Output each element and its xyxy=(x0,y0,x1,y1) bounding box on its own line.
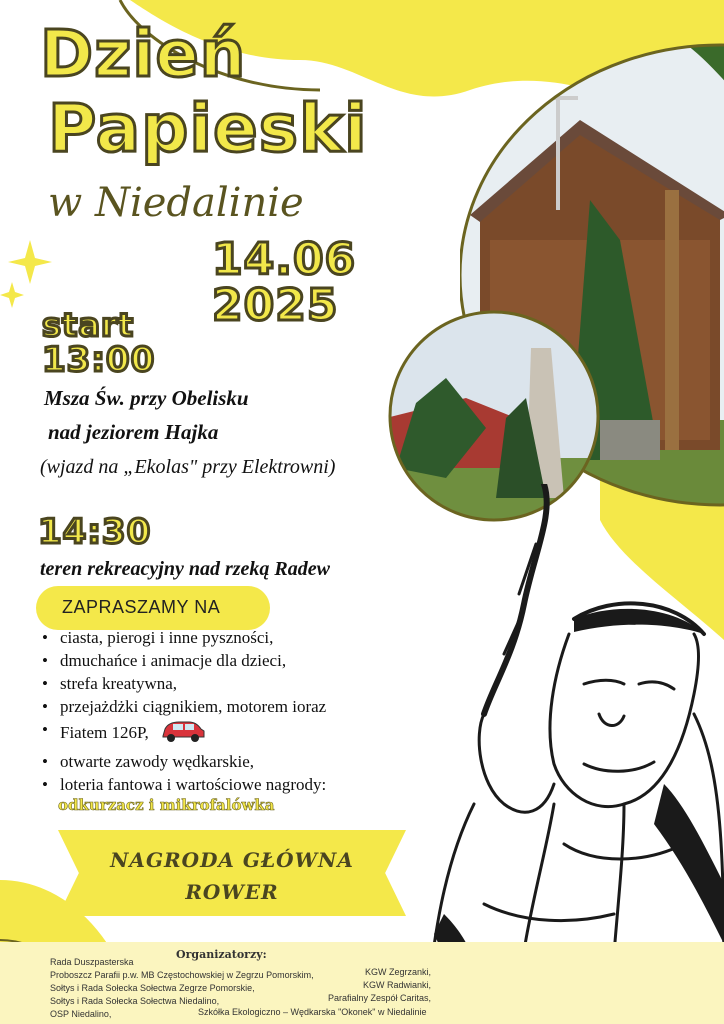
date-year: 2025 xyxy=(212,280,339,331)
list-item-cont-text: Fiatem 126P, xyxy=(60,722,149,742)
prizes-highlight: odkurzacz i mikrofalówka xyxy=(58,796,275,814)
organizer-line: KGW Radwianki, xyxy=(362,980,431,990)
list-item: • loteria fantowa i wartościowe nagrody: xyxy=(40,773,326,796)
list-item: • dmuchańce i animacje dla dzieci, xyxy=(40,649,326,672)
title-line-3: w Niedalinie xyxy=(48,180,304,226)
second-place: teren rekreacyjny nad rzeką Radew xyxy=(40,558,330,580)
mass-line-1: Msza Św. przy Obelisku xyxy=(44,386,249,410)
title-line-2: Papieski xyxy=(48,90,368,167)
invite-label: ZAPRASZAMY NA xyxy=(62,597,221,617)
car-icon xyxy=(159,718,207,750)
organizer-line: Parafialny Zespół Caritas, xyxy=(327,993,431,1003)
organizers-bottom: Szkółka Ekologiczno – Wędkarska "Okonek" w Niedalinie xyxy=(198,1007,427,1017)
invite-list xyxy=(40,626,326,796)
list-item: • ciasta, pierogi i inne pyszności, xyxy=(40,626,326,649)
date-day-month: 14.06 xyxy=(212,234,357,285)
start-label: start xyxy=(42,306,135,344)
list-item: • strefa kreatywna, xyxy=(40,672,326,695)
organizer-line: Sołtys i Rada Sołecka Sołectwa Zegrze Pomorskie, xyxy=(50,983,255,993)
mass-line-3: (wjazd na „Ekolas" przy Elektrowni) xyxy=(40,456,336,478)
title-line-1: Dzień xyxy=(40,18,247,92)
main-prize-line-1: NAGRODA GŁÓWNA xyxy=(110,848,354,872)
organizer-line: Sołtys i Rada Sołecka Sołectwa Niedalino, xyxy=(50,996,220,1006)
organizer-line: Rada Duszpasterska xyxy=(50,957,134,967)
organizer-line: OSP Niedalino, xyxy=(50,1009,112,1019)
mass-line-2: nad jeziorem Hajka xyxy=(48,420,219,444)
list-item: • przejażdżki ciągnikiem, motorem ioraz xyxy=(40,695,326,718)
list-item: • otwarte zawody wędkarskie, xyxy=(40,750,326,773)
organizers-right xyxy=(300,966,431,1005)
main-prize-line-2: ROWER xyxy=(185,880,279,904)
second-time: 14:30 xyxy=(38,512,152,552)
organizers-heading: Organizatorzy: xyxy=(176,948,267,961)
organizer-line: KGW Zegrzanki, xyxy=(364,967,431,977)
list-item-cont xyxy=(40,718,326,750)
organizer-line: Proboszcz Parafii p.w. MB Częstochowskiej w Zegrzu Pomorskim, xyxy=(50,970,314,980)
start-time: 13:00 xyxy=(42,340,156,380)
